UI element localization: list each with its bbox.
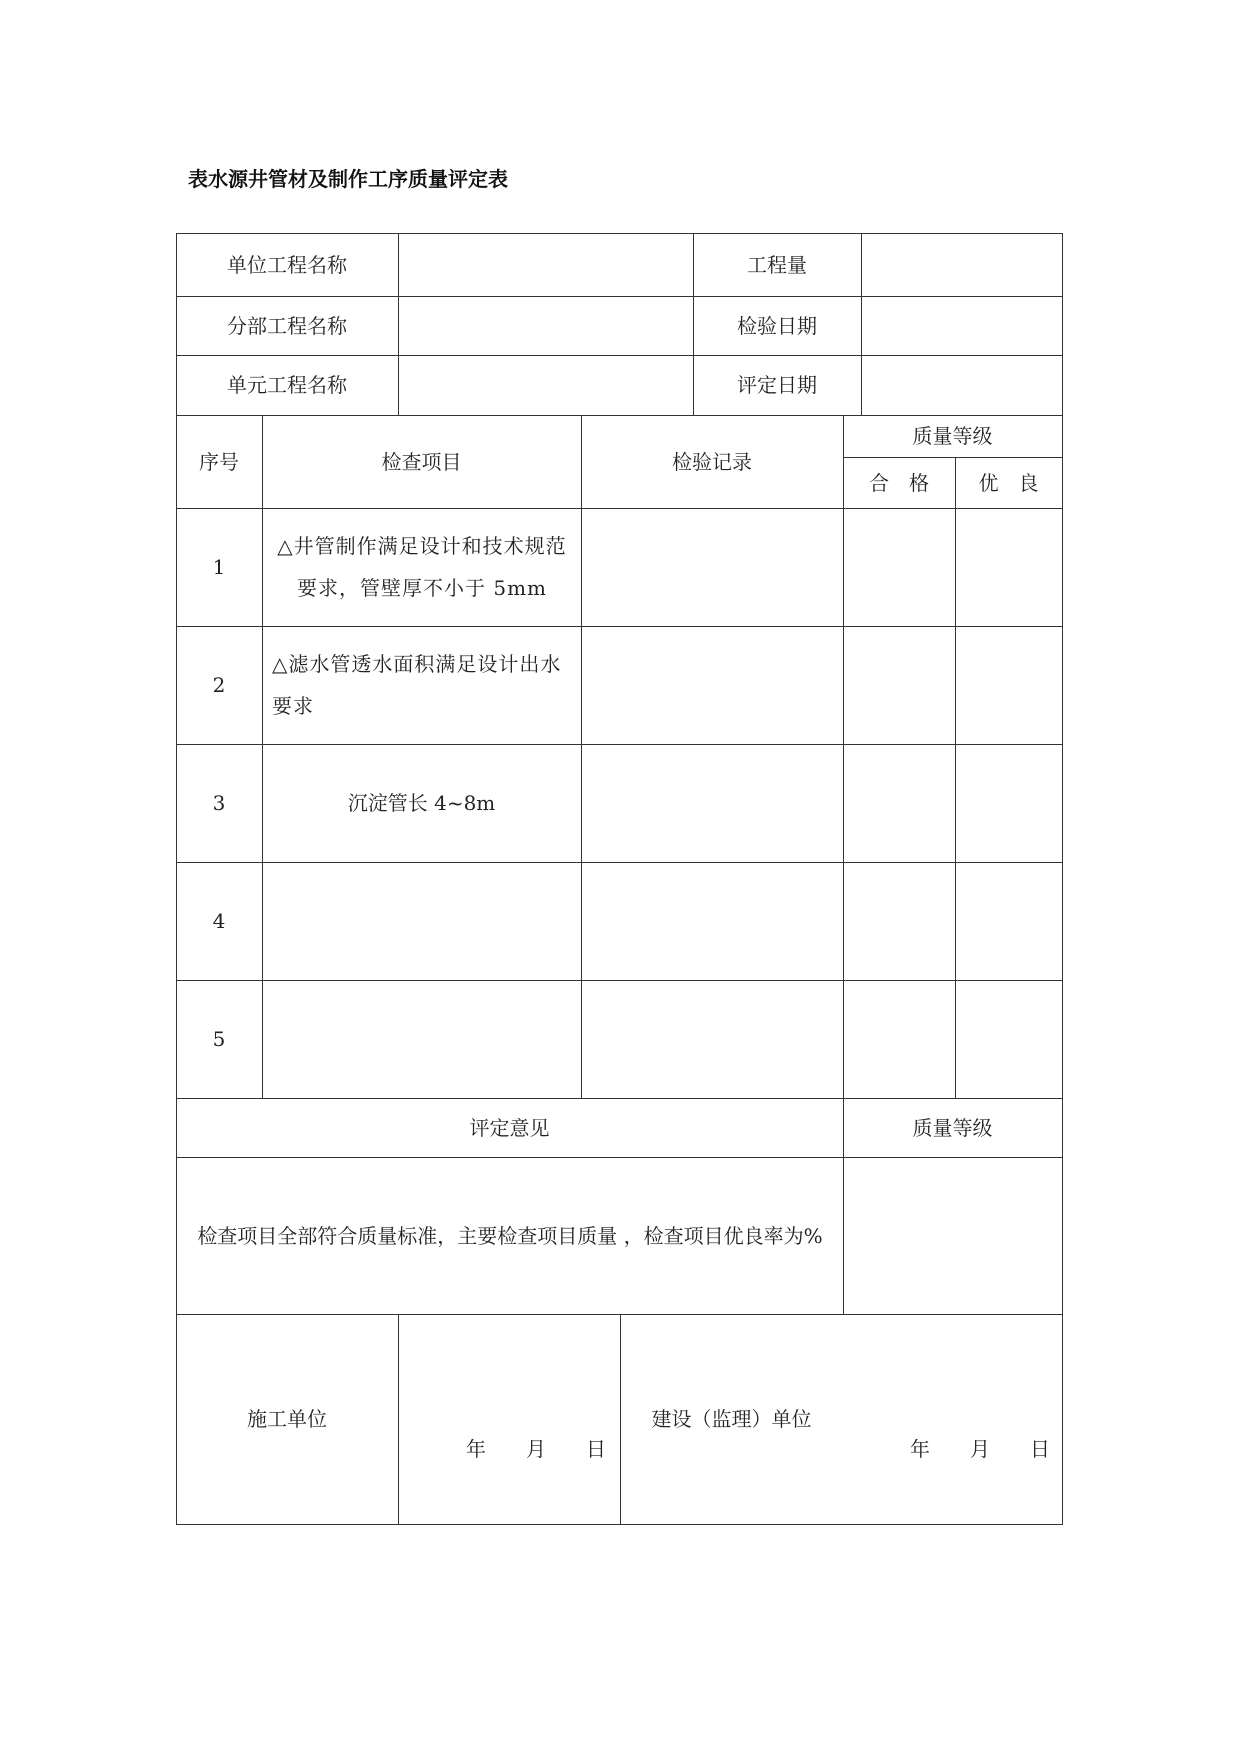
column-header-excellent: 优 良 xyxy=(978,470,1039,495)
quantity-label: 工程量 xyxy=(747,252,807,277)
row-5-item[interactable] xyxy=(262,980,581,1098)
row-4-seq: 4 xyxy=(212,909,226,933)
row-5-excellent[interactable] xyxy=(955,980,1062,1098)
division-project-label: 分部工程名称 xyxy=(227,313,347,338)
evaluation-grade-label: 质量等级 xyxy=(912,1115,993,1140)
evaluation-grade-value[interactable] xyxy=(843,1157,1062,1314)
construction-unit-label: 施工单位 xyxy=(247,1407,327,1431)
column-header-seq: 序号 xyxy=(199,449,239,474)
evaluation-opinion-text: 检查项目全部符合质量标准，主要检查项目质量 ，检查项目优良率为% xyxy=(197,1223,823,1248)
row-5-pass[interactable] xyxy=(843,980,955,1098)
column-header-pass: 合 格 xyxy=(869,470,929,495)
evaluation-date-value[interactable] xyxy=(861,355,1062,415)
evaluation-opinion-label: 评定意见 xyxy=(469,1115,550,1140)
evaluation-date-label: 评定日期 xyxy=(737,373,817,397)
row-1-seq: 1 xyxy=(212,555,226,579)
inspection-date-label: 检验日期 xyxy=(737,313,817,338)
row-3-seq: 3 xyxy=(212,791,226,815)
row-5-seq: 5 xyxy=(212,1027,226,1051)
row-2-seq: 2 xyxy=(212,673,226,697)
row-4-excellent[interactable] xyxy=(955,862,1062,980)
column-header-item: 检查项目 xyxy=(381,449,462,474)
row-1-excellent[interactable] xyxy=(955,508,1062,626)
row-4-pass[interactable] xyxy=(843,862,955,980)
row-1-record[interactable] xyxy=(581,508,843,626)
row-3-record[interactable] xyxy=(581,744,843,862)
column-header-grade: 质量等级 xyxy=(912,424,993,448)
element-project-value[interactable] xyxy=(398,355,693,415)
row-2-pass[interactable] xyxy=(843,626,955,744)
row-1-pass[interactable] xyxy=(843,508,955,626)
page-title: 表水源井管材及制作工序质量评定表 xyxy=(188,167,508,191)
row-2-excellent[interactable] xyxy=(955,626,1062,744)
row-2-record[interactable] xyxy=(581,626,843,744)
row-5-record[interactable] xyxy=(581,980,843,1098)
row-1-item: △井管制作满足设计和技术规范要求，管壁厚不小于 5mm xyxy=(277,534,567,600)
row-2-item: △滤水管透水面积满足设计出水要求 xyxy=(272,652,562,718)
inspection-date-value[interactable] xyxy=(861,296,1062,355)
unit-project-value[interactable] xyxy=(398,233,693,296)
construction-date: 年 月 日 xyxy=(466,1437,606,1461)
row-3-pass[interactable] xyxy=(843,744,955,862)
column-header-record: 检验记录 xyxy=(672,449,752,474)
row-4-record[interactable] xyxy=(581,862,843,980)
row-3-item: 沉淀管长 4~8m xyxy=(347,791,496,815)
row-3-excellent[interactable] xyxy=(955,744,1062,862)
division-project-value[interactable] xyxy=(398,296,693,355)
supervision-unit-label: 建设（监理）单位 xyxy=(651,1407,812,1431)
element-project-label: 单元工程名称 xyxy=(227,373,347,397)
quantity-value[interactable] xyxy=(861,233,1062,296)
row-4-item[interactable] xyxy=(262,862,581,980)
supervision-date: 年 月 日 xyxy=(910,1437,1050,1461)
unit-project-label: 单位工程名称 xyxy=(227,252,347,277)
